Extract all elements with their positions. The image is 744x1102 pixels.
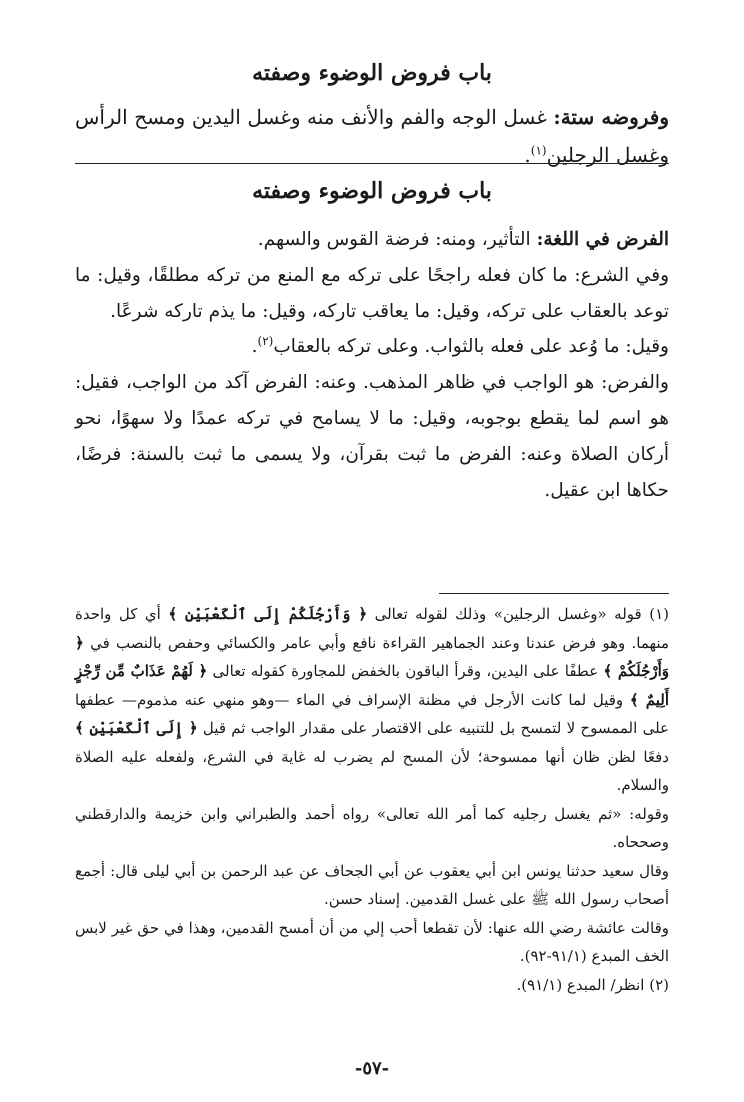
sharh-term: الفرض في اللغة: [536,229,669,250]
footnote-2-number: (٢) [649,975,669,994]
footnote-1-paragraph-4: وقالت عائشة رضي الله عنها: لأن تقطعا أحب إلي من أن أمسح القدمين، وهذا في حق غير لابس الخف المبدع (٩١/١-٩٢). [75,918,669,965]
sharh-p3-text: وقيل: ما وُعد على فعله بالثواب. وعلى تركه بالعقاب [273,336,669,358]
sharh-paragraph-1 [75,222,669,258]
matn-body: غسل الوجه والفم والأنف منه وغسل اليدين ومسح الرأس وغسل الرجلين [75,105,669,167]
sharh-p3-end: . [251,336,258,358]
sharh-paragraph-2: وفي الشرع: ما كان فعله راجحًا على تركه مع المنع من تركه مطلقًا، وقيل: ما توعد بالعقاب على تركه، وقيل: ما يعاقب تاركه، وقيل: ما يذم تاركه شرعًا. [75,264,669,322]
footnote-1-text-c: عطفًا على اليدين، وقرأ الباقون بالخفض للمجاورة كقوله تعالى [207,662,604,680]
footnote-1-number: (١) [649,605,669,623]
sharh-paragraph-4: والفرض: هو الواجب في ظاهر المذهب. وعنه: الفرض آكد من الواجب، فقيل: هو اسم لما يقطع بوجوبه، وقيل: ما لا يسامح في تركه عمدًا ولا سهوًا، نحو أركان الصلاة وعنه: الفرض ما ثبت بقرآن، ولا يسمى ما ثبت بالسنة: فرضًا، حكاها ابن عقيل. [75,372,669,501]
quran-quote-1: ﴿ وَأَرْجُلَكُمْ إِلَى ٱلْكَعْبَيْنِ ﴾ [168,605,368,623]
footnote-1-text-e: دفعًا لظن ظان أنها ممسوحة؛ لأن المسح لم يضرب له غاية في الشرع، ولفعله عليه الصلاة والسلام. [75,747,669,794]
matn-end: . [524,143,531,167]
sharh-text [75,222,669,508]
quran-quote-4: ﴿ إِلَى ٱلْكَعْبَيْنِ ﴾ [75,719,198,737]
footnote-2 [75,971,669,1000]
sharh-definition: التأثير، ومنه: فرضة القوس والسهم. [257,229,537,250]
footnote-2-text: انظر/ المبدع (٩١/١). [516,975,650,994]
footnote-1-paragraph-3: وقال سعيد حدثنا يونس ابن أبي يعقوب عن أبي الجحاف عن عبد الرحمن بن أبي ليلى قال: أجمع أصحاب رسول الله ﷺ على غسل القدمين. إسناد حسن. [75,861,669,908]
section-title: باب فروض الوضوء وصفته [252,178,492,204]
footnote-ref-2[interactable]: (٢) [257,334,274,349]
quran-quote-2: ﴿ وَأَرْجُلَكُمْ ﴾ [75,633,669,680]
footnote-ref-1[interactable]: (١) [530,143,547,158]
footnote-separator [439,593,669,594]
footnote-1-text-d: وقيل لما كانت الأرجل في مظنة الإسراف في الماء —وهو منهي عنه مذموم— عطفها على الممسوح لا لتمسح بل للتنبيه على الاقتصار على مقدار الواجب ثم قيل [75,690,669,737]
quran-quote-3: ﴿ لَهُمْ عَذَابٌ مِّن رِّجْزٍ أَلِيمٌ ﴾ [75,662,669,709]
footnotes [75,600,669,999]
sharh-paragraph-3 [75,329,669,365]
matn-lead: وفروضه ستة: [553,105,669,129]
footnote-1 [75,600,669,800]
footnote-1-paragraph-2: وقوله: «ثم يغسل رجليه كما أمر الله تعالى» رواه أحمد والطبراني وابن خزيمة والدارقطني وصححاه. [75,804,669,851]
matn-separator [75,163,669,164]
page-number: -٥٧- [354,1058,390,1079]
footnote-1-text-b: أي كل واحدة منهما. وهو فرض عندنا وعند الجماهير القراءة نافع وأبي عامر والكسائي وحفص بالنصب في [75,605,669,652]
chapter-title: باب فروض الوضوء وصفته [252,60,492,86]
footnote-1-text-a: قوله «وغسل الرجلين» وذلك لقوله تعالى [367,605,650,623]
